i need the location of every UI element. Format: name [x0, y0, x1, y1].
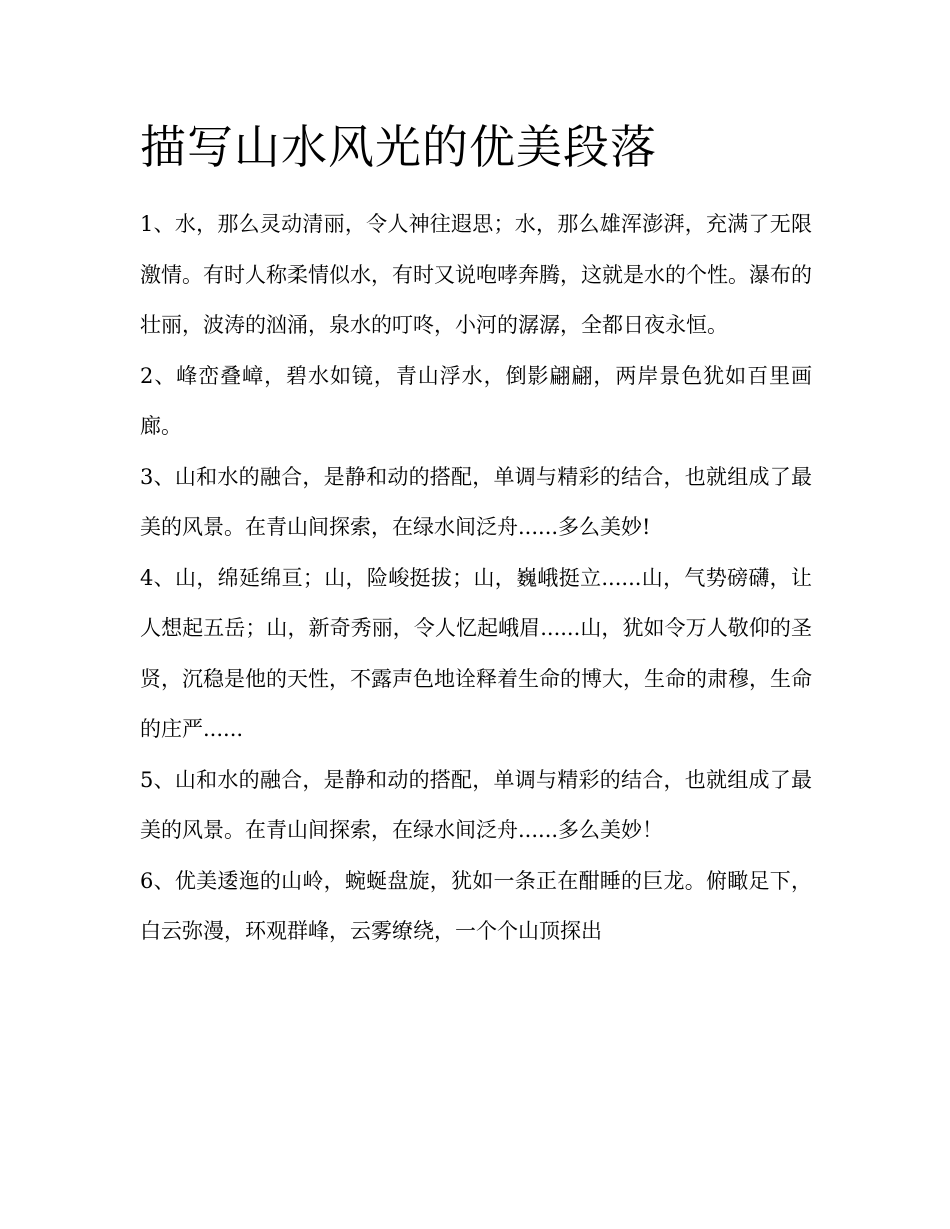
paragraph-3: 3、山和水的融合，是静和动的搭配，单调与精彩的结合，也就组成了最美的风景。在青山间探索，在绿水间泛舟......多么美妙!: [140, 464, 812, 539]
paragraph-1: 1、水，那么灵动清丽，令人神往遐思；水，那么雄浑澎湃，充满了无限激情。有时人称柔情似水，有时又说咆哮奔腾，这就是水的个性。瀑布的壮丽，波涛的汹涌，泉水的叮咚，小河的潺潺，全都日夜永恒。: [140, 212, 812, 337]
paragraph-4: 4、山，绵延绵亘；山，险峻挺拔；山，巍峨挺立......山，气势磅礴，让人想起五岳；山，新奇秀丽，令人忆起峨眉......山，犹如令万人敬仰的圣贤，沉稳是他的天性，不露声色地诠释着生命的博大，生命的肃穆，生命的庄严......: [140, 565, 812, 741]
document-title: 描写山水风光的优美段落: [140, 120, 657, 174]
paragraph-5: 5、山和水的融合，是静和动的搭配，单调与精彩的结合，也就组成了最美的风景。在青山间探索，在绿水间泛舟......多么美妙！: [140, 767, 812, 842]
paragraph-2: 2、峰峦叠嶂，碧水如镜，青山浮水，倒影翩翩，两岸景色犹如百里画廊。: [140, 363, 812, 438]
paragraph-6: 6、优美逶迤的山岭，蜿蜒盘旋，犹如一条正在酣睡的巨龙。俯瞰足下，白云弥漫，环观群峰，云雾缭绕，一个个山顶探出: [140, 868, 812, 943]
document-body: [140, 199, 812, 957]
